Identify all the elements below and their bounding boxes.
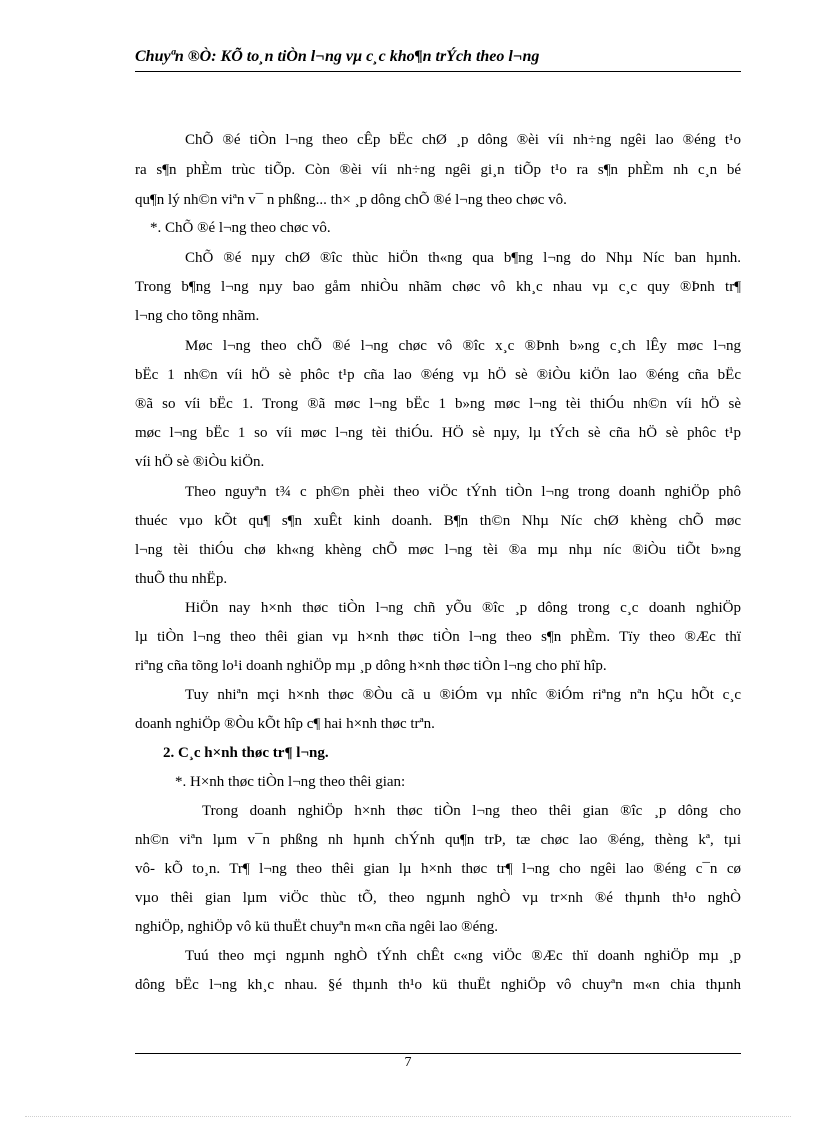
body-line: Møc l¬ng theo chÕ ®é l¬ng chøc vô ®îc x¸c ®Þnh b»ng c¸ch lÊy møc l¬ng [185, 338, 741, 354]
body-line: nghiÖp, nghiÖp vô kü thuËt chuyªn m«n cña ngêi lao ®éng. [135, 919, 498, 935]
body-line: Tuy nhiªn mçi h×nh thøc ®Òu cã u ®iÓm vµ nhîc ®iÓm riªng nªn hÇu hÕt c¸c [185, 687, 741, 703]
body-line: Trong b¶ng l¬ng nµy bao gåm nhiÒu nhãm chøc vô kh¸c nhau vµ c¸c quy ®Þnh tr¶ [135, 279, 741, 295]
page-number: 7 [404, 1055, 412, 1070]
section-bullet: *. ChÕ ®é l¬ng theo chøc vô. [150, 220, 331, 236]
body-line: ra s¶n phÈm trùc tiÕp. Còn ®èi víi nh÷ng ngêi gi¸n tiÕp t¹o ra s¶n phÈm nh c¸n bé [135, 162, 741, 178]
body-line: nh©n viªn lµm v¯n phßng nh hµnh chÝnh qu¶n trÞ, tæ chøc lao ®éng, thèng kª, tµi [135, 832, 741, 848]
body-line: HiÖn nay h×nh thøc tiÒn l¬ng chñ yÕu ®îc ¸p dông trong c¸c doanh nghiÖp [185, 600, 741, 616]
body-line: thuÕ thu nhËp. [135, 571, 228, 587]
body-line: doanh nghiÖp ®Òu kÕt hîp c¶ hai h×nh thøc trªn. [135, 716, 435, 732]
page-boundary [25, 1116, 791, 1117]
body-line: Tuú theo mçi ngµnh nghÒ tÝnh chÊt c«ng viÖc ®Æc thï doanh nghiÖp mµ ¸p [185, 948, 741, 964]
body-line: l¬ng cho tõng nhãm. [135, 308, 260, 324]
body-line: ChÕ ®é tiÒn l¬ng theo cÊp bËc chØ ¸p dông ®èi víi nh÷ng ngêi lao ®éng t¹o [185, 132, 741, 148]
body-line: bËc 1 nh©n víi hÖ sè phôc t¹p cña lao ®éng vµ hÖ sè ®iÒu kiÖn lao ®éng cña bËc [135, 367, 741, 383]
body-line: dông bËc l¬ng kh¸c nhau. §é thµnh th¹o kü thuËt nghiÖp vô chuyªn m«n chia thµnh [135, 977, 741, 993]
body-line: møc l¬ng bËc 1 so víi møc l¬ng tèi thiÓu. HÖ sè nµy, lµ tÝch sè cña hÖ sè phôc t¹p [135, 425, 741, 441]
body-line: Theo nguyªn t¾ c ph©n phèi theo viÖc tÝnh tiÒn l¬ng trong doanh nghiÖp phô [185, 484, 741, 500]
body-line: thuéc vµo kÕt qu¶ s¶n xuÊt kinh doanh. B¶n th©n Nhµ Níc chØ khèng chÕ møc [135, 513, 741, 529]
subsection-heading: *. H×nh thøc tiÒn l¬ng theo thêi gian: [175, 774, 406, 790]
body-line: riªng cña tõng lo¹i doanh nghiÖp mµ ¸p dông h×nh thøc tiÒn l¬ng cho phï hîp. [135, 658, 607, 674]
header-rule [135, 71, 741, 72]
body-line: víi hÖ sè ®iÒu kiÖn. [135, 454, 265, 470]
running-header: Chuyªn ®Ò: KÕ to¸n tiÒn l¬ng vµ c¸c kho¶n trÝch theo l¬ng [135, 48, 540, 65]
body-line: vô- kÕ to¸n. Tr¶ l¬ng theo thêi gian lµ h×nh thøc tr¶ l¬ng cho ngêi lao ®éng c¯n cø [135, 861, 741, 877]
section-heading: 2. C¸c h×nh thøc tr¶ l¬ng. [163, 745, 329, 761]
body-line: lµ tiÒn l¬ng theo thêi gian vµ h×nh thøc tiÒn l¬ng theo s¶n phÈm. Tïy theo ®Æc thï [135, 629, 741, 645]
body-line: Trong doanh nghiÖp h×nh thøc tiÒn l¬ng theo thêi gian ®îc ¸p dông cho [202, 803, 741, 819]
body-line: vµo thêi gian lµm viÖc thùc tÕ, theo ngµnh nghÒ vµ tr×nh ®é thµnh th¹o nghÒ [135, 890, 741, 906]
body-line: qu¶n lý nh©n viªn v¯ n phßng... th× ¸p dông chÕ ®é l¬ng theo chøc vô. [135, 192, 567, 208]
footer-rule [135, 1053, 741, 1054]
body-line: l¬ng tèi thiÓu chø kh«ng khèng chÕ møc l¬ng tèi ®a mµ nhµ níc ®iÒu tiÕt b»ng [135, 542, 741, 558]
body-line: ChÕ ®é nµy chØ ®îc thùc hiÖn th«ng qua b¶ng l¬ng do Nhµ Níc ban hµnh. [185, 250, 741, 266]
body-line: ®ã so víi bËc 1. Trong ®ã møc l¬ng bËc 1 b»ng møc l¬ng tèi thiÓu nh©n víi hÖ sè [135, 396, 741, 412]
